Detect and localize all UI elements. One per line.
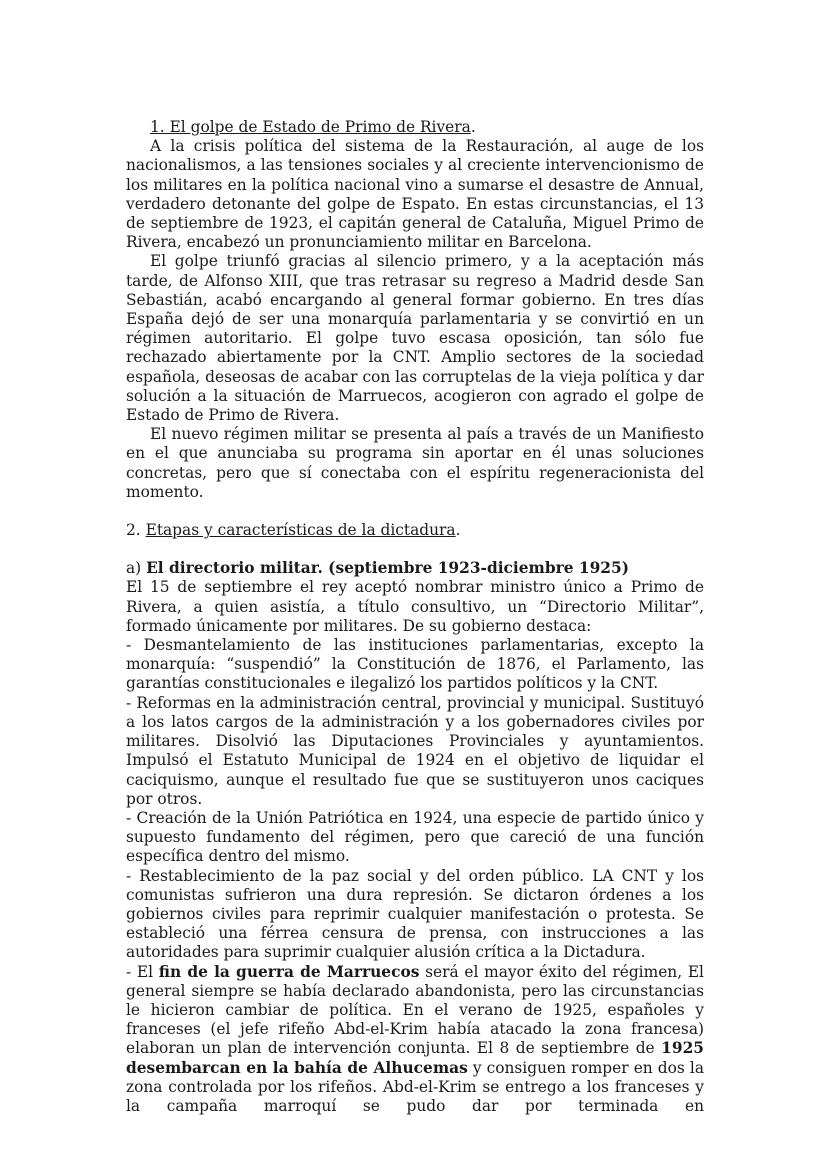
bold-phrase: 1925 desembarcan en la bahía de Alhucemas (126, 1039, 704, 1077)
paragraph: A la crisis política del sistema de la Restauración, al auge de los nacionalismos, a las tensiones sociales y al creciente intervencionismo de los militares en la política nacional vino a sumarse el desastre de Annual, verdadero detonante del golpe de Espato. En estas circunstancias, el 13 de septiembre de 1923, el capitán general de Cataluña, Miguel Primo de Rivera, encabezó un pronunciamiento militar en Barcelona. (126, 137, 704, 252)
paragraph: El golpe triunfó gracias al silencio primero, y a la aceptación más tarde, de Alfonso XIII, que tras retrasar su regreso a Madrid desde San Sebastián, acabó encargando al general formar gobierno. En tres días España dejó de ser una monarquía parlamentaria y se convirtió en un régimen autoritario. El golpe tuvo escasa oposición, tan sólo fue rechazado abiertamente por la CNT. Amplio sectores de la sociedad española, deseosas de acabar con las corruptelas de la vieja política y dar solución a la situación de Marruecos, acogieron con agrado el golpe de Estado de Primo de Rivera. (126, 252, 704, 425)
section-1-heading: 1. El golpe de Estado de Primo de Rivera. (150, 118, 476, 136)
paragraph: El 15 de septiembre el rey aceptó nombrar ministro único a Primo de Rivera, a quien asistía, a título consultivo, un “Directorio Militar”, formado únicamente por militares. De su gobierno destaca: (126, 578, 704, 635)
subsection-a-heading: a) El directorio militar. (septiembre 1923-diciembre 1925) (126, 559, 629, 578)
bullet-item: - Restablecimiento de la paz social y del orden público. LA CNT y los comunistas sufrieron una dura represión. Se dictaron órdenes a los gobiernos civiles para reprimir cualquier manifestación o protesta. Se estableció una férrea censura de prensa, con instrucciones a las autoridades para suprimir cualquier alusión crítica a la Dictadura. (126, 866, 704, 962)
bullet-item: - El fin de la guerra de Marruecos será el mayor éxito del régimen, El general siempre se había declarado abandonista, pero las circunstancias le hicieron cambiar de política. En el verano de 1925, españoles y franceses (el jefe rifeño Abd-el-Krim había atacado la zona francesa) elaboran un plan de intervención conjunta. El 8 de septiembre de 1925 desembarcan en la bahía de Alhucemas y consiguen romper en dos la zona controlada por los rifeños. Abd-el-Krim se entrego a los franceses y la campaña marroquí se pudo dar por terminada en (126, 962, 704, 1115)
section-2-title: Etapas y características de la dictadura (145, 521, 456, 540)
subsection-a-title: El directorio militar. (septiembre 1923-diciembre 1925) (146, 559, 629, 578)
section-1-title: 1. El golpe de Estado de Primo de Rivera (150, 118, 471, 136)
document-page (126, 118, 704, 1116)
bullet-item: - Reformas en la administración central, provincial y municipal. Sustituyó a los latos cargos de la administración y a los gobernadores civiles por militares. Disolvió las Diputaciones Provinciales y ayuntamientos. Impulsó el Estatuto Municipal de 1924 en el objetivo de liquidar el caciquismo, aunque el resultado fue que se sustituyeron unos caciques por otros. (126, 693, 704, 808)
paragraph: El nuevo régimen militar se presenta al país a través de un Manifiesto en el que anunciaba su programa sin aportar en él unas soluciones concretas, pero que sí conectaba con el espíritu regeneracionista del momento. (126, 425, 704, 501)
bullet-item: - Creación de la Unión Patriótica en 1924, una especie de partido único y supuesto fundamento del régimen, pero que careció de una función específica dentro del mismo. (126, 808, 704, 866)
bullet-item: - Desmantelamiento de las instituciones parlamentarias, excepto la monarquía: “suspendió” la Constitución de 1876, el Parlamento, las garantías constitucionales e ilegalizó los partidos políticos y la CNT. (126, 636, 704, 693)
bold-phrase: fin de la guerra de Marruecos (158, 962, 420, 981)
section-2-heading: 2. Etapas y características de la dictadura. (126, 521, 461, 540)
